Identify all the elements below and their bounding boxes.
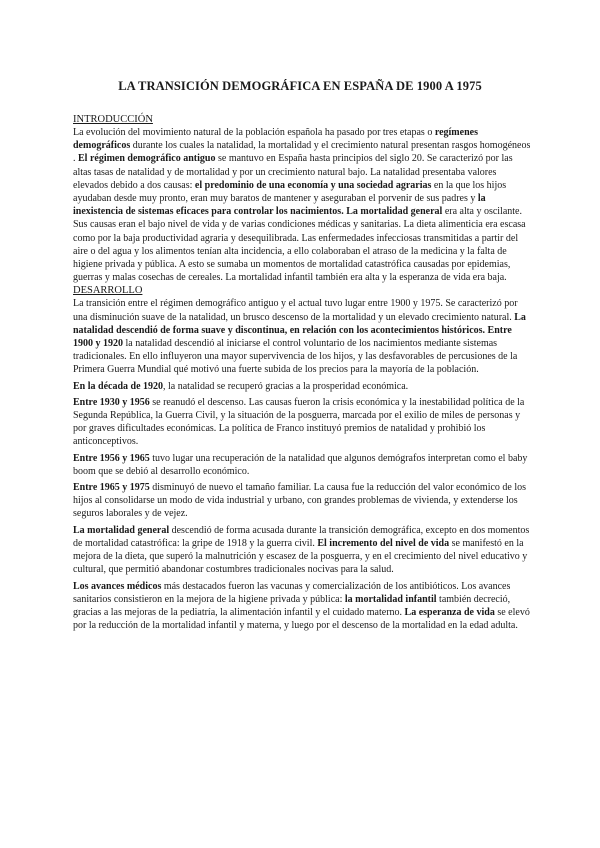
text-run: La evolución del movimiento natural de la población española ha pasado por tres etapas o (73, 127, 435, 138)
bold-text-run: Entre 1965 y 1975 (73, 482, 150, 494)
bold-text-run: La mortalidad general (73, 524, 170, 536)
text-run: tuvo lugar una recuperación de la natalidad que algunos demógrafos interpretan como el baby boom que se debió al desarrollo económico. (73, 452, 528, 477)
bold-text-run: Entre 1956 y 1965 (73, 452, 150, 464)
bold-text-run: la mortalidad infantil (344, 593, 437, 605)
bold-text-run: el predominio de una economía y una sociedad agrarias (194, 179, 432, 191)
text-run: más destacados fueron las vacunas y comercialización de los antibióticos. Los avances sanitarios consistieron en la mejora de la higiene privada y pública: (73, 580, 511, 605)
bold-text-run: El incremento del nivel de vida (317, 537, 450, 549)
text-run: La transición entre el régimen demográfico antiguo y el actual tuvo lugar entre 1900 y 1975. Se caracterizó por una disminución suave de la natalidad, un brusco descenso de la mortalidad y un elevado crecimiento natural. (73, 298, 518, 323)
text-run: descendió de forma acusada durante la transición demográfica, excepto en dos momentos de mortalidad catastrófica: la gripe de 1918 y la guerra civil. (73, 524, 530, 549)
text-run: durante los cuales la natalidad, la mortalidad y el crecimiento natural presentan rasgos homogéneos . (73, 140, 531, 165)
document-body (73, 113, 533, 632)
bold-text-run: El régimen demográfico antiguo (78, 153, 216, 165)
section-heading: DESARROLLO (73, 285, 143, 297)
bold-text-run: Los avances médicos (73, 580, 162, 592)
paragraph (73, 297, 533, 376)
text-run: se elevó por la reducción de la mortalidad infantil y materna, y luego por el descenso de la mortalidad en la edad adulta. (73, 606, 530, 632)
text-run: disminuyó de nuevo el tamaño familiar. La causa fue la reducción del valor económico de los hijos al consolidarse un modo de vida industrial y urbano, con grandes problemas de vivienda, y extenderse los seguros laborales y de vejez. (73, 482, 527, 520)
bold-text-run: Entre 1930 y 1956 (73, 396, 150, 408)
bold-text-run: regímenes demográficos (73, 127, 478, 152)
text-run: la natalidad descendió al iniciarse el control voluntario de los nacimientos mediante sistemas tradicionales. En ello influyeron una mayor supervivencia de los hijos, y las desfavorables de percusiones de la Primera Guerra Mundial qué motivó una fuerte subida de los precios para la mayoría de la población. (73, 338, 518, 376)
paragraph (73, 396, 533, 449)
bold-text-run: En la década de 1920 (73, 380, 164, 392)
text-run: se reanudó el descenso. Las causas fueron la crisis económica y la inestabilidad política de la Segunda República, la Guerra Civil, y la situación de la posguerra, marcada por el exilio de miles de personas y por graves dificultades económicas. La política de Franco instituyó premios de natalidad y prohibió los anticonceptivos. (73, 396, 525, 448)
paragraph (73, 380, 533, 393)
text-run: también decreció, gracias a las mejoras de la pediatría, la alimentación infantil y el cuidado materno. (73, 593, 511, 618)
document-title: LA TRANSICIÓN DEMOGRÁFICA EN ESPAÑA DE 1900 A 1975 (118, 79, 482, 93)
paragraph (73, 126, 533, 284)
text-run: era alta y oscilante. Sus causas eran el bajo nivel de vida y de varias condiciones médicas y sanitarias. La dieta alimenticia era escasa como por la baja productividad agraria y desequilibrada. Las enfermedades infecciosas transmitidas a partir del aire o del agua y los alimentos tenían alta incidencia, a ello colaboraban el atraso de la medicina y la falta de higiene privada y pública. A esto se sumaba un momentos de mortalidad catastrófica causadas por epidemias, guerras y malas cosechas de cereales. La mortalidad infantil también era alta y la esperanza de vida era baja. (73, 206, 526, 284)
paragraph (73, 452, 533, 478)
bold-text-run: La natalidad descendió de forma suave y discontinua, en relación con los acontecimientos históricos. Entre 1900 y 1920 (73, 311, 526, 350)
text-run: , la natalidad se recuperó gracias a la prosperidad económica. (163, 380, 409, 392)
bold-text-run: La esperanza de vida (404, 606, 495, 618)
text-run: se manifestó en la mejora de la dieta, que superó la malnutrición y escasez de la posguerra, y en el crecimiento del nivel educativo y cultural, que permitió abandonar costumbres tradicionales nocivas para la salud. (73, 537, 528, 576)
paragraph (73, 524, 533, 577)
text-run: se mantuvo en España hasta principios del siglo 20. Se caracterizó por las altas tasas de natalidad y de mortalidad y por un crecimiento natural bajo. La natalidad presentaba valores elevados debido a dos causas: (73, 153, 513, 191)
paragraph (73, 481, 533, 521)
bold-text-run: la inexistencia de sistemas eficaces para controlar los nacimientos. La mortalidad general (73, 193, 486, 218)
paragraph (73, 580, 533, 633)
section-heading: INTRODUCCIÓN (73, 114, 153, 125)
text-run: en la que los hijos ayudaban desde muy pronto, eran muy baratos de mantener y aseguraban el porvenir de sus padres y (73, 179, 507, 205)
